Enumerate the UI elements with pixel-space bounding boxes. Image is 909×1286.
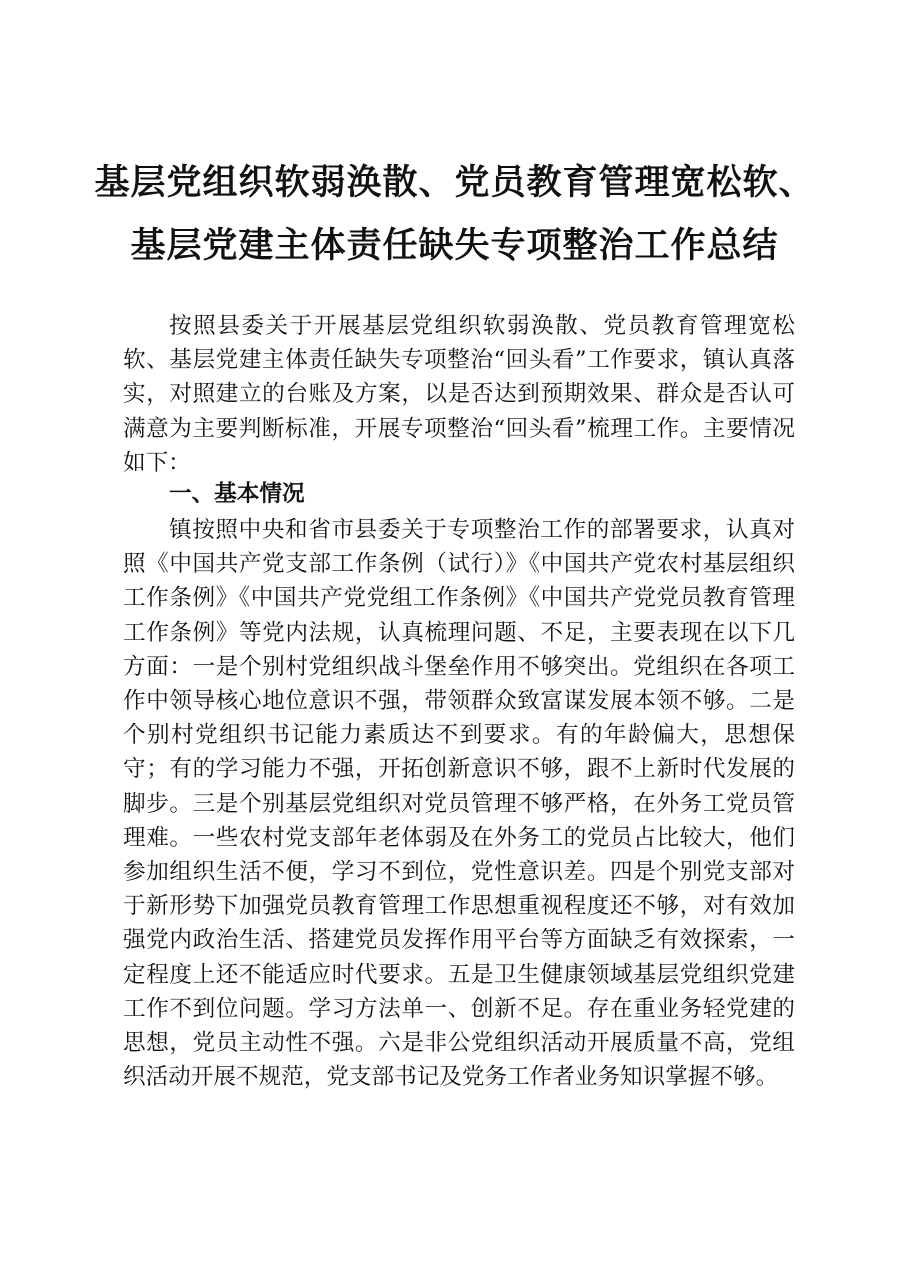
document-title-line-2: 基层党建主体责任缺失专项整治工作总结 <box>130 225 779 266</box>
section-heading-basic-situation: 一、基本情况 <box>169 481 305 507</box>
intro-paragraph: 按照县委关于开展基层党组织软弱涣散、党员教育管理宽松软、基层党建主体责任缺失专项整治“回头看”工作要求，镇认真落实，对照建立的台账及方案，以是否达到预期效果、群众是否认可满意为主要判断标准，开展专项整治“回头看”梳理工作。主要情况如下： <box>123 313 795 476</box>
section-paragraph-basic-situation: 镇按照中央和省市县委关于专项整治工作的部署要求，认真对照《中国共产党支部工作条例（试行）》《中国共产党农村基层组织工作条例》《中国共产党党组工作条例》《中国共产党党员教育管理工作条例》等党内法规，认真梳理问题、不足，主要表现在以下几方面：一是个别村党组织战斗堡垒作用不够突出。党组织在各项工作中领导核心地位意识不强，带领群众致富谋发展本领不够。二是个别村党组织书记能力素质达不到要求。有的年龄偏大，思想保守；有的学习能力不强，开拓创新意识不够，跟不上新时代发展的脚步。三是个别基层党组织对党员管理不够严格，在外务工党员管理难。一些农村党支部年老体弱及在外务工的党员占比较大，他们参加组织生活不便，学习不到位，党性意识差。四是个别党支部对于新形势下加强党员教育管理工作思想重视程度还不够，对有效加强党内政治生活、搭建党员发挥作用平台等方面缺乏有效探索，一定程度上还不能适应时代要求。五是卫生健康领域基层党组织党建工作不到位问题。学习方法单一、创新不足。存在重业务轻党建的思想，党员主动性不强。六是非公党组织活动开展质量不高，党组织活动开展不规范，党支部书记及党务工作者业务知识掌握不够。 <box>123 517 795 1091</box>
document-title-line-1: 基层党组织软弱涣散、党员教育管理宽松软、 <box>94 162 815 203</box>
